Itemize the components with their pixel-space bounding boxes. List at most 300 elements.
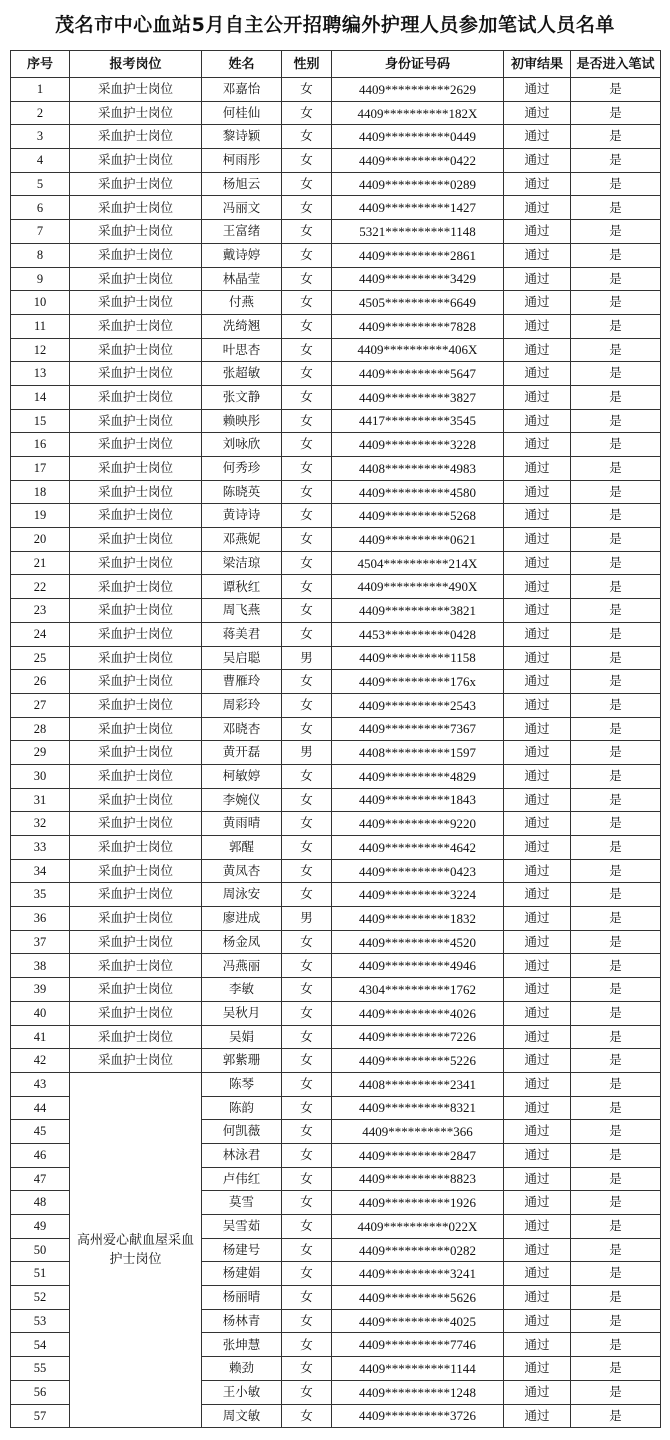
row-id-number: 4408**********1597 [332, 741, 504, 765]
row-seq: 4 [11, 149, 70, 173]
table-row [11, 457, 661, 481]
row-name: 张坤慧 [202, 1333, 282, 1357]
table-row [11, 220, 661, 244]
row-review-result: 通过 [504, 125, 571, 149]
row-seq: 7 [11, 220, 70, 244]
table-row [11, 1049, 661, 1073]
row-seq: 38 [11, 954, 70, 978]
row-gender: 女 [282, 1001, 332, 1025]
row-seq: 9 [11, 267, 70, 291]
row-gender: 女 [282, 836, 332, 860]
row-id-number: 4409**********0282 [332, 1238, 504, 1262]
row-written-exam: 是 [571, 101, 661, 125]
row-review-result: 通过 [504, 1333, 571, 1357]
row-review-result: 通过 [504, 1001, 571, 1025]
row-id-number: 4409**********022X [332, 1215, 504, 1239]
row-gender: 女 [282, 859, 332, 883]
row-name: 陈晓英 [202, 480, 282, 504]
row-review-result: 通过 [504, 1167, 571, 1191]
row-gender: 女 [282, 267, 332, 291]
row-name: 邓晓杏 [202, 717, 282, 741]
row-seq: 14 [11, 385, 70, 409]
row-written-exam: 是 [571, 764, 661, 788]
row-id-number: 4409**********3726 [332, 1404, 504, 1428]
row-position: 采血护士岗位 [70, 385, 202, 409]
table-row [11, 338, 661, 362]
row-gender: 女 [282, 978, 332, 1002]
row-seq: 10 [11, 291, 70, 315]
row-id-number: 4409**********0449 [332, 125, 504, 149]
row-seq: 36 [11, 907, 70, 931]
row-written-exam: 是 [571, 978, 661, 1002]
row-written-exam: 是 [571, 1262, 661, 1286]
row-gender: 女 [282, 149, 332, 173]
candidate-table [10, 50, 661, 1428]
row-written-exam: 是 [571, 1143, 661, 1167]
row-review-result: 通过 [504, 101, 571, 125]
row-name: 叶思杏 [202, 338, 282, 362]
header-seq: 序号 [11, 51, 70, 78]
row-id-number: 4409**********1248 [332, 1380, 504, 1404]
row-gender: 女 [282, 78, 332, 102]
row-seq: 52 [11, 1286, 70, 1310]
row-review-result: 通过 [504, 693, 571, 717]
row-written-exam: 是 [571, 528, 661, 552]
row-seq: 2 [11, 101, 70, 125]
row-id-number: 4417**********3545 [332, 409, 504, 433]
row-written-exam: 是 [571, 693, 661, 717]
row-review-result: 通过 [504, 267, 571, 291]
row-gender: 女 [282, 1025, 332, 1049]
row-position: 采血护士岗位 [70, 457, 202, 481]
row-id-number: 4409**********4829 [332, 764, 504, 788]
table-row [11, 978, 661, 1002]
table-row [11, 599, 661, 623]
table-row [11, 243, 661, 267]
row-name: 周飞燕 [202, 599, 282, 623]
row-name: 黄开磊 [202, 741, 282, 765]
row-gender: 女 [282, 670, 332, 694]
row-gender: 女 [282, 1072, 332, 1096]
row-seq: 29 [11, 741, 70, 765]
row-id-number: 4409**********7367 [332, 717, 504, 741]
row-seq: 18 [11, 480, 70, 504]
row-name: 曹雁玲 [202, 670, 282, 694]
row-position: 采血护士岗位 [70, 504, 202, 528]
row-written-exam: 是 [571, 930, 661, 954]
row-position: 采血护士岗位 [70, 1001, 202, 1025]
row-position: 采血护士岗位 [70, 930, 202, 954]
row-review-result: 通过 [504, 433, 571, 457]
row-review-result: 通过 [504, 551, 571, 575]
table-row [11, 385, 661, 409]
row-gender: 女 [282, 575, 332, 599]
row-gender: 女 [282, 1238, 332, 1262]
row-seq: 1 [11, 78, 70, 102]
row-gender: 女 [282, 622, 332, 646]
row-name: 柯雨彤 [202, 149, 282, 173]
row-gender: 女 [282, 1309, 332, 1333]
row-written-exam: 是 [571, 78, 661, 102]
table-row [11, 125, 661, 149]
row-seq: 57 [11, 1404, 70, 1428]
row-position: 采血护士岗位 [70, 267, 202, 291]
row-id-number: 4409**********366 [332, 1120, 504, 1144]
row-written-exam: 是 [571, 599, 661, 623]
row-written-exam: 是 [571, 196, 661, 220]
row-written-exam: 是 [571, 1333, 661, 1357]
row-written-exam: 是 [571, 551, 661, 575]
row-position: 采血护士岗位 [70, 314, 202, 338]
row-seq: 8 [11, 243, 70, 267]
row-position: 采血护士岗位 [70, 883, 202, 907]
row-review-result: 通过 [504, 1238, 571, 1262]
row-gender: 女 [282, 291, 332, 315]
table-row [11, 883, 661, 907]
row-id-number: 4453**********0428 [332, 622, 504, 646]
table-row [11, 528, 661, 552]
row-written-exam: 是 [571, 788, 661, 812]
row-id-number: 5321**********1148 [332, 220, 504, 244]
row-gender: 女 [282, 812, 332, 836]
row-name: 杨建号 [202, 1238, 282, 1262]
row-name: 何桂仙 [202, 101, 282, 125]
row-seq: 37 [11, 930, 70, 954]
row-seq: 34 [11, 859, 70, 883]
table-row [11, 551, 661, 575]
row-written-exam: 是 [571, 385, 661, 409]
row-seq: 55 [11, 1357, 70, 1381]
row-seq: 15 [11, 409, 70, 433]
row-written-exam: 是 [571, 1072, 661, 1096]
row-review-result: 通过 [504, 528, 571, 552]
row-position: 采血护士岗位 [70, 622, 202, 646]
row-position: 采血护士岗位 [70, 1049, 202, 1073]
row-written-exam: 是 [571, 149, 661, 173]
row-review-result: 通过 [504, 1404, 571, 1428]
row-id-number: 4409**********9220 [332, 812, 504, 836]
row-name: 邓燕妮 [202, 528, 282, 552]
row-id-number: 4409**********490X [332, 575, 504, 599]
table-row [11, 1001, 661, 1025]
row-gender: 男 [282, 907, 332, 931]
row-name: 周彩玲 [202, 693, 282, 717]
row-id-number: 4304**********1762 [332, 978, 504, 1002]
row-seq: 11 [11, 314, 70, 338]
row-position: 采血护士岗位 [70, 78, 202, 102]
row-id-number: 4409**********5626 [332, 1286, 504, 1310]
row-written-exam: 是 [571, 717, 661, 741]
row-written-exam: 是 [571, 954, 661, 978]
row-name: 邓嘉怡 [202, 78, 282, 102]
row-position: 采血护士岗位 [70, 670, 202, 694]
row-seq: 40 [11, 1001, 70, 1025]
row-review-result: 通过 [504, 504, 571, 528]
row-review-result: 通过 [504, 1096, 571, 1120]
row-written-exam: 是 [571, 575, 661, 599]
row-review-result: 通过 [504, 78, 571, 102]
row-name: 杨旭云 [202, 172, 282, 196]
table-row [11, 196, 661, 220]
row-written-exam: 是 [571, 480, 661, 504]
row-position: 采血护士岗位 [70, 717, 202, 741]
row-gender: 女 [282, 1049, 332, 1073]
table-row [11, 314, 661, 338]
table-row [11, 788, 661, 812]
row-seq: 50 [11, 1238, 70, 1262]
row-review-result: 通过 [504, 836, 571, 860]
row-position: 采血护士岗位 [70, 338, 202, 362]
row-gender: 女 [282, 883, 332, 907]
row-written-exam: 是 [571, 125, 661, 149]
row-seq: 53 [11, 1309, 70, 1333]
table-row [11, 622, 661, 646]
row-name: 黄凤杏 [202, 859, 282, 883]
row-seq: 12 [11, 338, 70, 362]
row-seq: 51 [11, 1262, 70, 1286]
row-seq: 48 [11, 1191, 70, 1215]
row-review-result: 通过 [504, 243, 571, 267]
row-id-number: 4409**********1427 [332, 196, 504, 220]
row-written-exam: 是 [571, 362, 661, 386]
row-id-number: 4409**********2629 [332, 78, 504, 102]
row-written-exam: 是 [571, 836, 661, 860]
row-written-exam: 是 [571, 1309, 661, 1333]
row-name: 吴娟 [202, 1025, 282, 1049]
row-review-result: 通过 [504, 196, 571, 220]
row-review-result: 通过 [504, 717, 571, 741]
row-position: 采血护士岗位 [70, 243, 202, 267]
row-name: 李婉仪 [202, 788, 282, 812]
row-name: 莫雪 [202, 1191, 282, 1215]
row-review-result: 通过 [504, 788, 571, 812]
row-seq: 27 [11, 693, 70, 717]
row-name: 黄雨晴 [202, 812, 282, 836]
table-row [11, 741, 661, 765]
row-name: 赖映彤 [202, 409, 282, 433]
row-review-result: 通过 [504, 385, 571, 409]
row-name: 何凯薇 [202, 1120, 282, 1144]
row-id-number: 4408**********2341 [332, 1072, 504, 1096]
row-position: 采血护士岗位 [70, 978, 202, 1002]
row-seq: 20 [11, 528, 70, 552]
row-gender: 女 [282, 125, 332, 149]
table-row [11, 149, 661, 173]
row-name: 柯敏婷 [202, 764, 282, 788]
row-written-exam: 是 [571, 243, 661, 267]
row-position: 采血护士岗位 [70, 528, 202, 552]
row-seq: 49 [11, 1215, 70, 1239]
row-id-number: 4409**********8823 [332, 1167, 504, 1191]
row-review-result: 通过 [504, 907, 571, 931]
row-written-exam: 是 [571, 1286, 661, 1310]
row-review-result: 通过 [504, 1380, 571, 1404]
row-gender: 女 [282, 409, 332, 433]
row-written-exam: 是 [571, 220, 661, 244]
row-name: 赖劲 [202, 1357, 282, 1381]
row-gender: 女 [282, 693, 332, 717]
row-id-number: 4409**********4026 [332, 1001, 504, 1025]
row-id-number: 4409**********3827 [332, 385, 504, 409]
row-id-number: 4409**********3429 [332, 267, 504, 291]
row-seq: 45 [11, 1120, 70, 1144]
row-id-number: 4409**********2847 [332, 1143, 504, 1167]
row-name: 王富绪 [202, 220, 282, 244]
row-name: 张超敏 [202, 362, 282, 386]
table-row [11, 267, 661, 291]
row-review-result: 通过 [504, 1049, 571, 1073]
row-position: 采血护士岗位 [70, 291, 202, 315]
row-written-exam: 是 [571, 504, 661, 528]
table-row [11, 646, 661, 670]
row-gender: 女 [282, 1380, 332, 1404]
row-seq: 39 [11, 978, 70, 1002]
row-name: 付燕 [202, 291, 282, 315]
row-review-result: 通过 [504, 764, 571, 788]
row-written-exam: 是 [571, 907, 661, 931]
header-written-exam: 是否进入笔试 [571, 51, 661, 78]
row-review-result: 通过 [504, 1025, 571, 1049]
table-row [11, 836, 661, 860]
row-review-result: 通过 [504, 314, 571, 338]
row-name: 黎诗颖 [202, 125, 282, 149]
row-written-exam: 是 [571, 622, 661, 646]
row-id-number: 4409**********1832 [332, 907, 504, 931]
row-written-exam: 是 [571, 172, 661, 196]
row-id-number: 4409**********7828 [332, 314, 504, 338]
row-name: 谭秋红 [202, 575, 282, 599]
row-position: 采血护士岗位 [70, 836, 202, 860]
row-name: 冯丽文 [202, 196, 282, 220]
row-seq: 5 [11, 172, 70, 196]
row-seq: 3 [11, 125, 70, 149]
table-row [11, 930, 661, 954]
row-name: 梁洁琼 [202, 551, 282, 575]
row-review-result: 通过 [504, 480, 571, 504]
row-name: 吴启聪 [202, 646, 282, 670]
row-position: 采血护士岗位 [70, 196, 202, 220]
row-gender: 女 [282, 243, 332, 267]
row-written-exam: 是 [571, 1238, 661, 1262]
row-name: 刘咏欣 [202, 433, 282, 457]
row-id-number: 4409**********4580 [332, 480, 504, 504]
row-gender: 女 [282, 172, 332, 196]
table-row [11, 764, 661, 788]
row-id-number: 4409**********5268 [332, 504, 504, 528]
row-id-number: 4409**********1158 [332, 646, 504, 670]
row-written-exam: 是 [571, 338, 661, 362]
row-written-exam: 是 [571, 1215, 661, 1239]
row-seq: 54 [11, 1333, 70, 1357]
row-seq: 24 [11, 622, 70, 646]
row-id-number: 4409**********3241 [332, 1262, 504, 1286]
row-id-number: 4409**********7226 [332, 1025, 504, 1049]
row-gender: 女 [282, 457, 332, 481]
row-gender: 女 [282, 504, 332, 528]
row-name: 黄诗诗 [202, 504, 282, 528]
row-seq: 26 [11, 670, 70, 694]
row-written-exam: 是 [571, 812, 661, 836]
row-position: 采血护士岗位 [70, 788, 202, 812]
row-position: 采血护士岗位 [70, 575, 202, 599]
row-seq: 47 [11, 1167, 70, 1191]
row-gender: 女 [282, 788, 332, 812]
row-gender: 女 [282, 1120, 332, 1144]
row-name: 何秀珍 [202, 457, 282, 481]
row-written-exam: 是 [571, 1404, 661, 1428]
row-written-exam: 是 [571, 670, 661, 694]
row-review-result: 通过 [504, 149, 571, 173]
row-position-merged: 高州爱心献血屋采血护士岗位 [70, 1072, 202, 1427]
row-id-number: 4409**********1843 [332, 788, 504, 812]
row-gender: 女 [282, 314, 332, 338]
table-row [11, 812, 661, 836]
row-gender: 女 [282, 220, 332, 244]
row-id-number: 4409**********176x [332, 670, 504, 694]
row-id-number: 4409**********2861 [332, 243, 504, 267]
row-id-number: 4409**********0422 [332, 149, 504, 173]
row-gender: 女 [282, 101, 332, 125]
row-gender: 女 [282, 480, 332, 504]
row-id-number: 4409**********0621 [332, 528, 504, 552]
row-review-result: 通过 [504, 409, 571, 433]
row-seq: 16 [11, 433, 70, 457]
row-gender: 女 [282, 1167, 332, 1191]
row-written-exam: 是 [571, 859, 661, 883]
row-written-exam: 是 [571, 883, 661, 907]
header-position: 报考岗位 [70, 51, 202, 78]
row-position: 采血护士岗位 [70, 149, 202, 173]
table-row [11, 291, 661, 315]
row-review-result: 通过 [504, 1357, 571, 1381]
row-position: 采血护士岗位 [70, 599, 202, 623]
row-gender: 女 [282, 1143, 332, 1167]
row-review-result: 通过 [504, 954, 571, 978]
row-written-exam: 是 [571, 433, 661, 457]
row-review-result: 通过 [504, 575, 571, 599]
row-name: 郭醒 [202, 836, 282, 860]
row-gender: 女 [282, 1404, 332, 1428]
header-id-number: 身份证号码 [332, 51, 504, 78]
table-body [11, 78, 661, 1428]
row-seq: 43 [11, 1072, 70, 1096]
row-review-result: 通过 [504, 646, 571, 670]
table-row [11, 575, 661, 599]
row-position: 采血护士岗位 [70, 551, 202, 575]
row-gender: 女 [282, 1191, 332, 1215]
row-gender: 女 [282, 338, 332, 362]
row-position: 采血护士岗位 [70, 433, 202, 457]
row-name: 周泳安 [202, 883, 282, 907]
row-position: 采血护士岗位 [70, 954, 202, 978]
row-review-result: 通过 [504, 1309, 571, 1333]
row-written-exam: 是 [571, 409, 661, 433]
row-name: 杨林青 [202, 1309, 282, 1333]
table-row [11, 1072, 661, 1096]
row-name: 杨丽晴 [202, 1286, 282, 1310]
row-position: 采血护士岗位 [70, 741, 202, 765]
row-name: 陈韵 [202, 1096, 282, 1120]
row-review-result: 通过 [504, 1191, 571, 1215]
row-written-exam: 是 [571, 741, 661, 765]
row-id-number: 4409**********2543 [332, 693, 504, 717]
row-review-result: 通过 [504, 1120, 571, 1144]
row-gender: 女 [282, 599, 332, 623]
row-position: 采血护士岗位 [70, 220, 202, 244]
row-review-result: 通过 [504, 1143, 571, 1167]
row-review-result: 通过 [504, 1286, 571, 1310]
row-id-number: 4409**********8321 [332, 1096, 504, 1120]
